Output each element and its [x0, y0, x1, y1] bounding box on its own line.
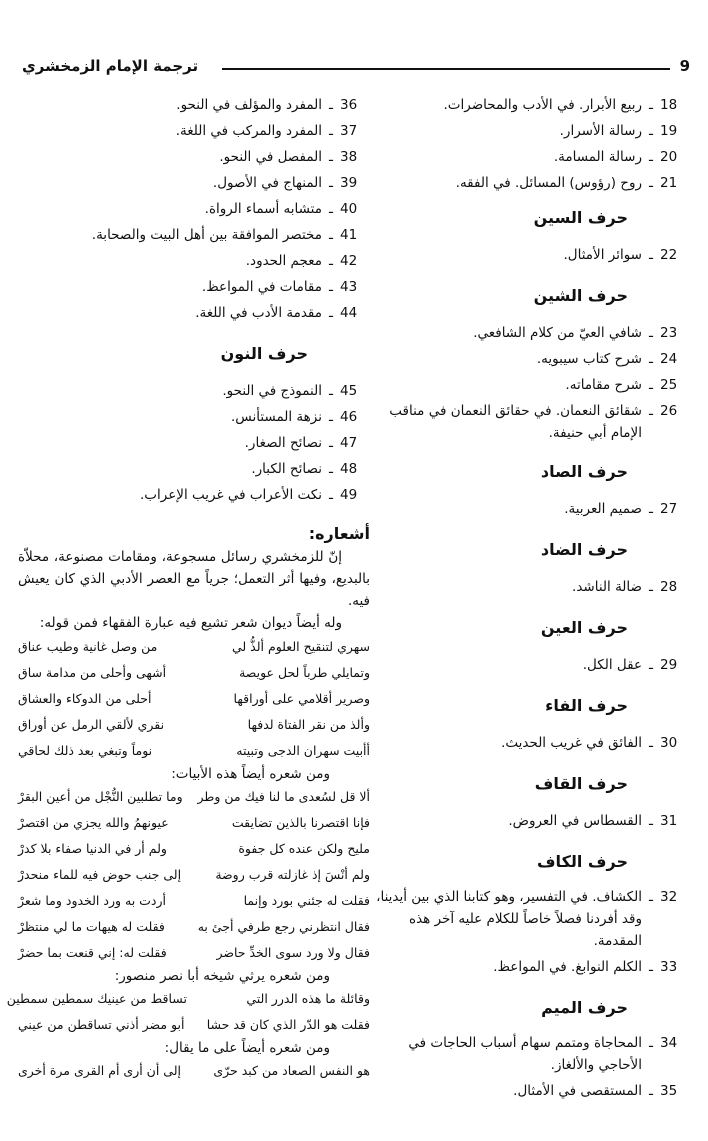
- entry: 49 ـ نكت الأعراب في غريب الإعراب.: [18, 482, 370, 508]
- entry: 21 ـ روح (رؤوس) المسائل. في الفقه.: [368, 170, 690, 196]
- entry-number: 41: [340, 227, 358, 243]
- page-number: 9: [679, 57, 690, 75]
- entry-number: 49: [340, 487, 358, 503]
- entry: 18 ـ ربيع الأبرار. في الأدب والمحاضرات.: [368, 92, 690, 118]
- poetry-paragraph: وله أيضاً ديوان شعر تشيع فيه عبارة الفقهاء فمن قوله:: [39, 615, 342, 631]
- entry-text: روح (رؤوس) المسائل. في الفقه.: [455, 175, 642, 191]
- verse-hemistich: سهري لتنقيح العلوم ألذُّ لي: [231, 639, 370, 654]
- entry: 35 ـ المستقصى في الأمثال.: [368, 1078, 690, 1104]
- entry-text: مختصر الموافقة بين أهل البيت والصحابة.: [91, 227, 322, 243]
- entry: 46 ـ نزهة المستأنس.: [18, 404, 370, 430]
- entry-text: معجم الحدود.: [245, 253, 322, 269]
- entry-number: 29: [660, 657, 678, 673]
- entry-number: 44: [340, 305, 358, 321]
- entry: 38 ـ المفصل في النحو.: [18, 144, 370, 170]
- entry-number: 21: [660, 175, 678, 191]
- page-header: [22, 57, 690, 83]
- entry-number: 23: [660, 325, 678, 341]
- verse-hemistich: نقري لألقي الرمل عن أوراق: [18, 717, 165, 732]
- verse-hemistich: وما تطلبين النُّجْل من أعين البقرْ: [18, 789, 183, 804]
- entry: 40 ـ متشابه أسماء الرواة.: [18, 196, 370, 222]
- entry-number: 26: [660, 403, 678, 419]
- verse-hemistich: وتمايلي طرباً لحل عويصة: [239, 665, 370, 680]
- section-title: حرف الفاء: [545, 696, 628, 715]
- entry: 41 ـ مختصر الموافقة بين أهل البيت والصحابة.: [18, 222, 370, 248]
- verse-hemistich: أبو مضر أذني تساقطن من عيني: [18, 1017, 185, 1032]
- entry: 30 ـ الفائق في غريب الحديث.: [368, 730, 690, 756]
- section-title: حرف الضاد: [540, 540, 628, 559]
- verse-hemistich: عيونهمُ والله يجزي من اقتصرْ: [18, 815, 169, 830]
- entry-number: 37: [340, 123, 358, 139]
- entry: 39 ـ المنهاج في الأصول.: [18, 170, 370, 196]
- entry: 26 ـ شقائق النعمان. في حقائق النعمان في مناقب الإمام أبي حنيفة.: [368, 400, 690, 444]
- verse-hemistich: فقلت له: إني قنعت بما حضرْ: [18, 945, 167, 960]
- verse-hemistich: أحلى من الدوكاء والعشاق: [18, 691, 152, 706]
- entry-number: 19: [660, 123, 678, 139]
- entry-text: المنهاج في الأصول.: [212, 175, 322, 191]
- header-rule: [222, 68, 670, 70]
- verse-hemistich: مليح ولكن عنده كل جفوة: [238, 841, 370, 856]
- verse-hemistich: فقلت له جئني بورد وإنما: [243, 893, 370, 908]
- entry-text: المستقصى في الأمثال.: [513, 1083, 642, 1099]
- verse-hemistich: فإنا اقتصرنا بالذين تضايقت: [231, 815, 370, 830]
- entry-number: 28: [660, 579, 678, 595]
- entry-text: نصائح الصغار.: [244, 435, 322, 451]
- entry-number: 47: [340, 435, 358, 451]
- entry-number: 39: [340, 175, 358, 191]
- section-title: حرف السين: [533, 208, 628, 227]
- verse-line: [18, 738, 370, 764]
- entry-number: 46: [340, 409, 358, 425]
- verse-hemistich: هو النفس الصعاد من كبد حرّى: [213, 1063, 370, 1078]
- entry-number: 20: [660, 149, 678, 165]
- verse-hemistich: تساقط من عينيك سمطين سمطين: [6, 991, 187, 1006]
- entry-text: عقل الكل.: [582, 657, 642, 673]
- verse-line: [6, 986, 370, 1012]
- verse-line: [18, 862, 370, 888]
- entry-number: 25: [660, 377, 678, 393]
- verse-hemistich: فقلت له هيهات ما لي منتظرْ: [18, 919, 165, 934]
- entry-text: المحاجاة ومتمم سهام أسباب الحاجات في الأحاجي والألغاز.: [408, 1035, 642, 1073]
- verse-line: [18, 712, 370, 738]
- entry-text: القسطاس في العروض.: [508, 813, 642, 829]
- entry-text: مقدمة الأدب في اللغة.: [195, 305, 322, 321]
- entry-text: النموذج في النحو.: [222, 383, 322, 399]
- entry-text: المفصل في النحو.: [219, 149, 322, 165]
- entry-number: 45: [340, 383, 358, 399]
- verse-hemistich: نوماً وتبغي بعد ذلك لحاقي: [18, 743, 153, 758]
- entry-number: 24: [660, 351, 678, 367]
- entry-text: صميم العربية.: [564, 501, 642, 517]
- verse-hemistich: أشهى وأحلى من مدامة ساق: [18, 665, 167, 680]
- entry: 43 ـ مقامات في المواعظ.: [18, 274, 370, 300]
- verse-hemistich: فقال ولا ورد سوى الخدِّ حاضر: [216, 945, 370, 960]
- entry-number: 43: [340, 279, 358, 295]
- entry-text: الكشاف. في التفسير، وهو كتابنا الذي بين أيدينا، وقد أفردنا فصلاً خاصاً للكلام عليه آخر هذه المقدمة.: [376, 889, 642, 949]
- verse-line: [18, 940, 370, 966]
- verse-hemistich: إلى جنب حوض فيه للماء منحدرْ: [18, 867, 182, 882]
- entry-number: 22: [660, 247, 678, 263]
- entry-text: ربيع الأبرار. في الأدب والمحاضرات.: [443, 97, 642, 113]
- verse-line: [18, 686, 370, 712]
- entry-number: 38: [340, 149, 358, 165]
- entry: 37 ـ المفرد والمركب في اللغة.: [18, 118, 370, 144]
- entry-text: المفرد والمركب في اللغة.: [175, 123, 322, 139]
- entry: 19 ـ رسالة الأسرار.: [368, 118, 690, 144]
- entry-number: 32: [660, 889, 678, 905]
- running-title: ترجمة الإمام الزمخشري: [22, 57, 199, 75]
- entry-text: شرح كتاب سيبويه.: [536, 351, 642, 367]
- section-title: حرف الميم: [541, 998, 628, 1017]
- entry-text: شرح مقاماته.: [565, 377, 642, 393]
- entry-number: 27: [660, 501, 678, 517]
- entry: 48 ـ نصائح الكبار.: [18, 456, 370, 482]
- verse-line: [18, 810, 370, 836]
- entry-text: شافي العيّ من كلام الشافعي.: [473, 325, 642, 341]
- poetry-heading: أشعاره:: [308, 524, 370, 543]
- section-title: حرف الصاد: [540, 462, 628, 481]
- section-title: حرف الكاف: [536, 852, 628, 871]
- entry: 34 ـ المحاجاة ومتمم سهام أسباب الحاجات في الأحاجي والألغاز.: [368, 1032, 690, 1076]
- entry-number: 36: [340, 97, 358, 113]
- entry: 36 ـ المفرد والمؤلف في النحو.: [18, 92, 370, 118]
- verse-hemistich: إلى أن أرى أم القرى مرة أخرى: [18, 1063, 182, 1078]
- entry: 45 ـ النموذج في النحو.: [18, 378, 370, 404]
- verse-line: [18, 888, 370, 914]
- section-title: حرف العين: [540, 618, 628, 637]
- poetry-paragraph: إنّ للزمخشري رسائل مسجوعة، ومقامات مصنوعة، محلاّة بالبديع، وفيها أثر التعمل؛ جرياً مع العصر الأدبي الذي كان يعيش فيه.: [18, 549, 370, 609]
- entry: 23 ـ شافي العيّ من كلام الشافعي.: [368, 320, 690, 346]
- verse-intro: ومن شعره أيضاً على ما يقال:: [164, 1040, 330, 1056]
- entry: 31 ـ القسطاس في العروض.: [368, 808, 690, 834]
- entry-text: المفرد والمؤلف في النحو.: [176, 97, 322, 113]
- verse-hemistich: فقال انتظرني رجع طرفي أجئ به: [197, 919, 370, 934]
- entry-text: رسالة المسامة.: [553, 149, 642, 165]
- entry-text: متشابه أسماء الرواة.: [204, 201, 322, 217]
- entry: 22 ـ سوائر الأمثال.: [368, 242, 690, 268]
- section-title: حرف القاف: [534, 774, 628, 793]
- entry: 47 ـ نصائح الصغار.: [18, 430, 370, 456]
- verse-hemistich: وألذ من نقر الفتاة لدفها: [247, 717, 370, 732]
- entry: 44 ـ مقدمة الأدب في اللغة.: [18, 300, 370, 326]
- entry-text: نزهة المستأنس.: [230, 409, 322, 425]
- entry: 24 ـ شرح كتاب سيبويه.: [368, 346, 690, 372]
- verse-line: [18, 634, 370, 660]
- entry-number: 31: [660, 813, 678, 829]
- verse-hemistich: ألا قل لسُعدى ما لنا فيك من وطر: [197, 789, 370, 804]
- section-title: حرف النون: [220, 344, 308, 363]
- verse-line: [18, 836, 370, 862]
- verse-line: [18, 1012, 370, 1038]
- entry-text: الفائق في غريب الحديث.: [501, 735, 642, 751]
- verse-hemistich: وقائلة ما هذه الدرر التي: [246, 991, 370, 1006]
- section-title: حرف الشين: [533, 286, 628, 305]
- left-column: [6, 92, 370, 1084]
- entry-text: شقائق النعمان. في حقائق النعمان في مناقب الإمام أبي حنيفة.: [389, 403, 642, 441]
- entry-text: رسالة الأسرار.: [559, 123, 642, 139]
- entry-number: 30: [660, 735, 678, 751]
- verse-line: [18, 1058, 370, 1084]
- verse-intro: ومن شعره يرثي شيخه أبا نصر منصور:: [114, 968, 330, 984]
- entry-number: 33: [660, 959, 678, 975]
- entry-text: الكلم النوابغ. في المواعظ.: [493, 959, 642, 975]
- verse-hemistich: أأبيت سهران الدجى وتبيته: [236, 743, 370, 758]
- entry-number: 35: [660, 1083, 678, 1099]
- verse-intro: ومن شعره أيضاً هذه الأبيات:: [171, 766, 330, 782]
- entry-number: 40: [340, 201, 358, 217]
- verse-line: [18, 660, 370, 686]
- entry: 42 ـ معجم الحدود.: [18, 248, 370, 274]
- entry: 32 ـ الكشاف. في التفسير، وهو كتابنا الذي بين أيدينا، وقد أفردنا فصلاً خاصاً للكلام عليه آخر هذه المقدمة.: [368, 886, 690, 952]
- entry-number: 48: [340, 461, 358, 477]
- verse-hemistich: ولم أر في الدنيا صفاء بلا كدرْ: [18, 841, 167, 856]
- entry-text: نصائح الكبار.: [251, 461, 322, 477]
- entry-text: سوائر الأمثال.: [563, 247, 642, 263]
- entry-number: 34: [660, 1035, 678, 1051]
- entry: 28 ـ ضالة الناشد.: [368, 574, 690, 600]
- entry-text: مقامات في المواعظ.: [201, 279, 322, 295]
- verse-hemistich: فقلت هو الدّر الذي كان قد حشا: [206, 1017, 370, 1032]
- entry: 27 ـ صميم العربية.: [368, 496, 690, 522]
- verse-line: [18, 914, 370, 940]
- entry-text: نكت الأعراب في غريب الإعراب.: [140, 487, 322, 503]
- entry-number: 42: [340, 253, 358, 269]
- verse-hemistich: ولم أنْسَ إذ غازلته قرب روضة: [215, 867, 370, 882]
- verse-hemistich: وصرير أقلامي على أوراقها: [233, 691, 370, 706]
- entry: 20 ـ رسالة المسامة.: [368, 144, 690, 170]
- entry: 33 ـ الكلم النوابغ. في المواعظ.: [368, 954, 690, 980]
- entry-number: 18: [660, 97, 678, 113]
- entry-text: ضالة الناشد.: [572, 579, 642, 595]
- verse-hemistich: من وصل غانية وطيب عناق: [18, 639, 158, 654]
- right-column: [368, 92, 690, 1104]
- entry: 29 ـ عقل الكل.: [368, 652, 690, 678]
- verse-hemistich: أردت به ورد الخدود وما شعرْ: [18, 893, 166, 908]
- entry: 25 ـ شرح مقاماته.: [368, 372, 690, 398]
- verse-line: [18, 784, 370, 810]
